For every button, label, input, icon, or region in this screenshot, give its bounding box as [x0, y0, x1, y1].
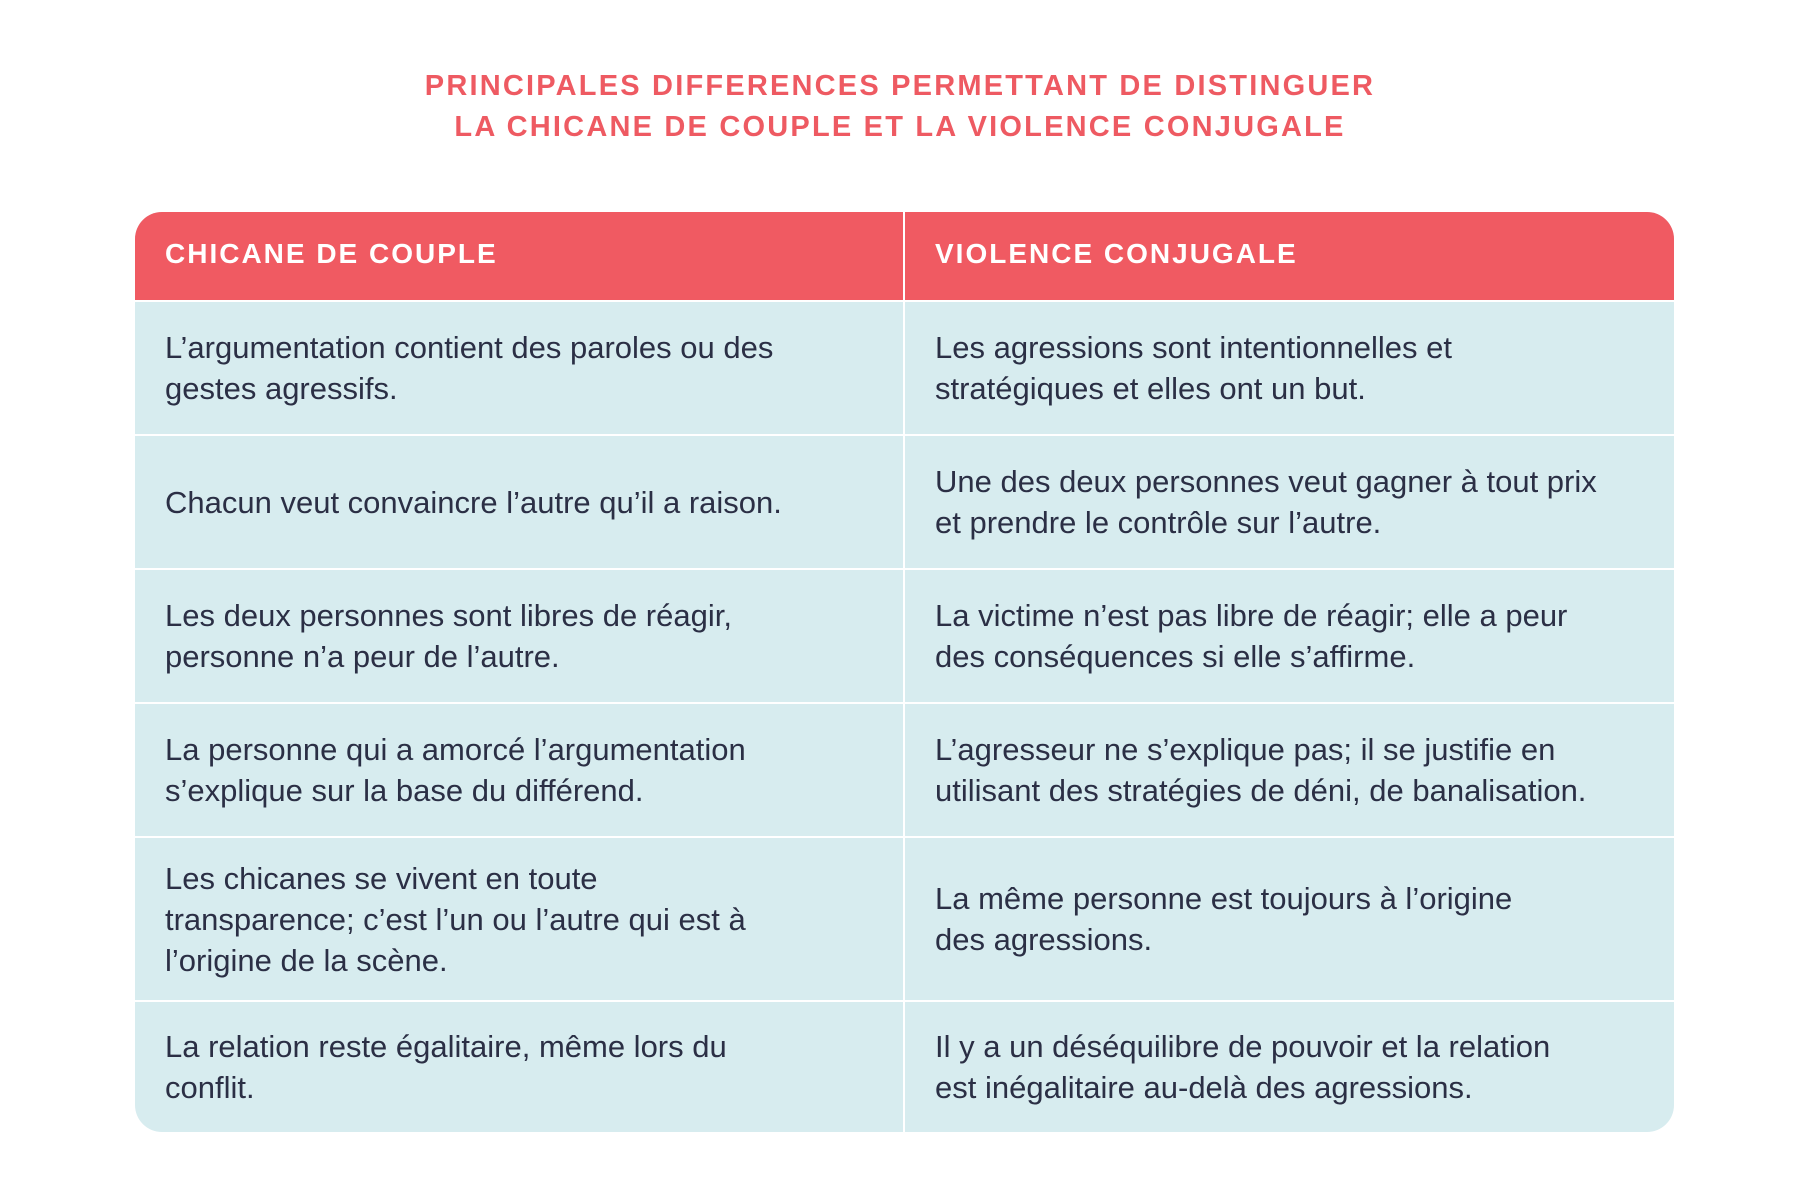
header-chicane: CHICANE DE COUPLE — [135, 212, 905, 300]
cell-text-line: La même personne est toujours à l’origine — [935, 881, 1513, 916]
cell-chicane — [135, 436, 905, 568]
comparison-table — [135, 212, 1674, 1132]
cell-violence — [905, 704, 1674, 836]
cell-text-line: des agressions. — [935, 922, 1153, 957]
cell-text — [165, 482, 782, 523]
cell-violence — [905, 1002, 1674, 1132]
page-title — [0, 66, 1800, 148]
cell-text-line: La personne qui a amorcé l’argumentation — [165, 732, 746, 767]
cell-text — [935, 327, 1452, 409]
cell-text — [165, 595, 732, 677]
cell-text — [165, 858, 746, 981]
cell-text-line: personne n’a peur de l’autre. — [165, 639, 560, 674]
cell-chicane — [135, 302, 905, 434]
cell-violence — [905, 436, 1674, 568]
cell-text — [165, 327, 773, 409]
header-violence: VIOLENCE CONJUGALE — [935, 238, 1298, 269]
cell-violence — [905, 838, 1674, 1000]
table-row — [135, 300, 1674, 434]
cell-text-line: Les agressions sont intentionnelles et — [935, 330, 1452, 365]
cell-text-line: l’origine de la scène. — [165, 942, 448, 978]
cell-text-line: s’explique sur la base du différend. — [165, 773, 644, 808]
cell-text-line: conflit. — [165, 1070, 255, 1105]
table-row — [135, 702, 1674, 836]
cell-text-line: Il y a un déséquilibre de pouvoir et la relation — [935, 1029, 1551, 1064]
cell-text — [935, 1026, 1550, 1108]
table-body — [135, 300, 1674, 1132]
cell-text-line: L’argumentation contient des paroles ou des — [165, 330, 774, 365]
cell-text-line: des conséquences si elle s’affirme. — [935, 639, 1416, 674]
cell-text — [165, 729, 746, 811]
cell-text — [935, 595, 1567, 677]
cell-text-line: et prendre le contrôle sur l’autre. — [935, 505, 1382, 540]
cell-text-line: La relation reste égalitaire, même lors du — [165, 1029, 727, 1064]
cell-text-line: Chacun veut convaincre l’autre qu’il a raison. — [165, 484, 782, 520]
cell-chicane — [135, 704, 905, 836]
cell-text-line: Les chicanes se vivent en toute — [165, 860, 598, 896]
title-line-1: PRINCIPALES DIFFERENCES PERMETTANT DE DISTINGUER — [424, 70, 1376, 102]
cell-text-line: La victime n’est pas libre de réagir; elle a peur — [935, 598, 1568, 633]
cell-text — [165, 1026, 727, 1108]
table-row — [135, 434, 1674, 568]
cell-text — [935, 461, 1597, 543]
cell-text-line: transparence; c’est l’un ou l’autre qui est à — [165, 901, 746, 937]
cell-text-line: L’agresseur ne s’explique pas; il se justifie en — [935, 732, 1556, 767]
cell-text-line: Une des deux personnes veut gagner à tout prix — [935, 464, 1597, 499]
cell-violence — [905, 570, 1674, 702]
cell-chicane — [135, 570, 905, 702]
table-header — [135, 212, 1674, 300]
cell-text-line: est inégalitaire au-delà des agressions. — [935, 1070, 1473, 1105]
table-row — [135, 836, 1674, 1000]
cell-text-line: stratégiques et elles ont un but. — [935, 371, 1366, 406]
cell-text — [935, 878, 1512, 960]
cell-chicane — [135, 1002, 905, 1132]
table-row — [135, 568, 1674, 702]
cell-violence — [905, 302, 1674, 434]
cell-text-line: Les deux personnes sont libres de réagir, — [165, 598, 732, 633]
cell-chicane — [135, 838, 905, 1000]
table-row — [135, 1000, 1674, 1132]
cell-text-line: utilisant des stratégies de déni, de banalisation. — [935, 773, 1587, 808]
cell-text-line: gestes agressifs. — [165, 371, 398, 406]
cell-text — [935, 729, 1586, 811]
title-line-2: LA CHICANE DE COUPLE ET LA VIOLENCE CONJUGALE — [454, 111, 1346, 143]
